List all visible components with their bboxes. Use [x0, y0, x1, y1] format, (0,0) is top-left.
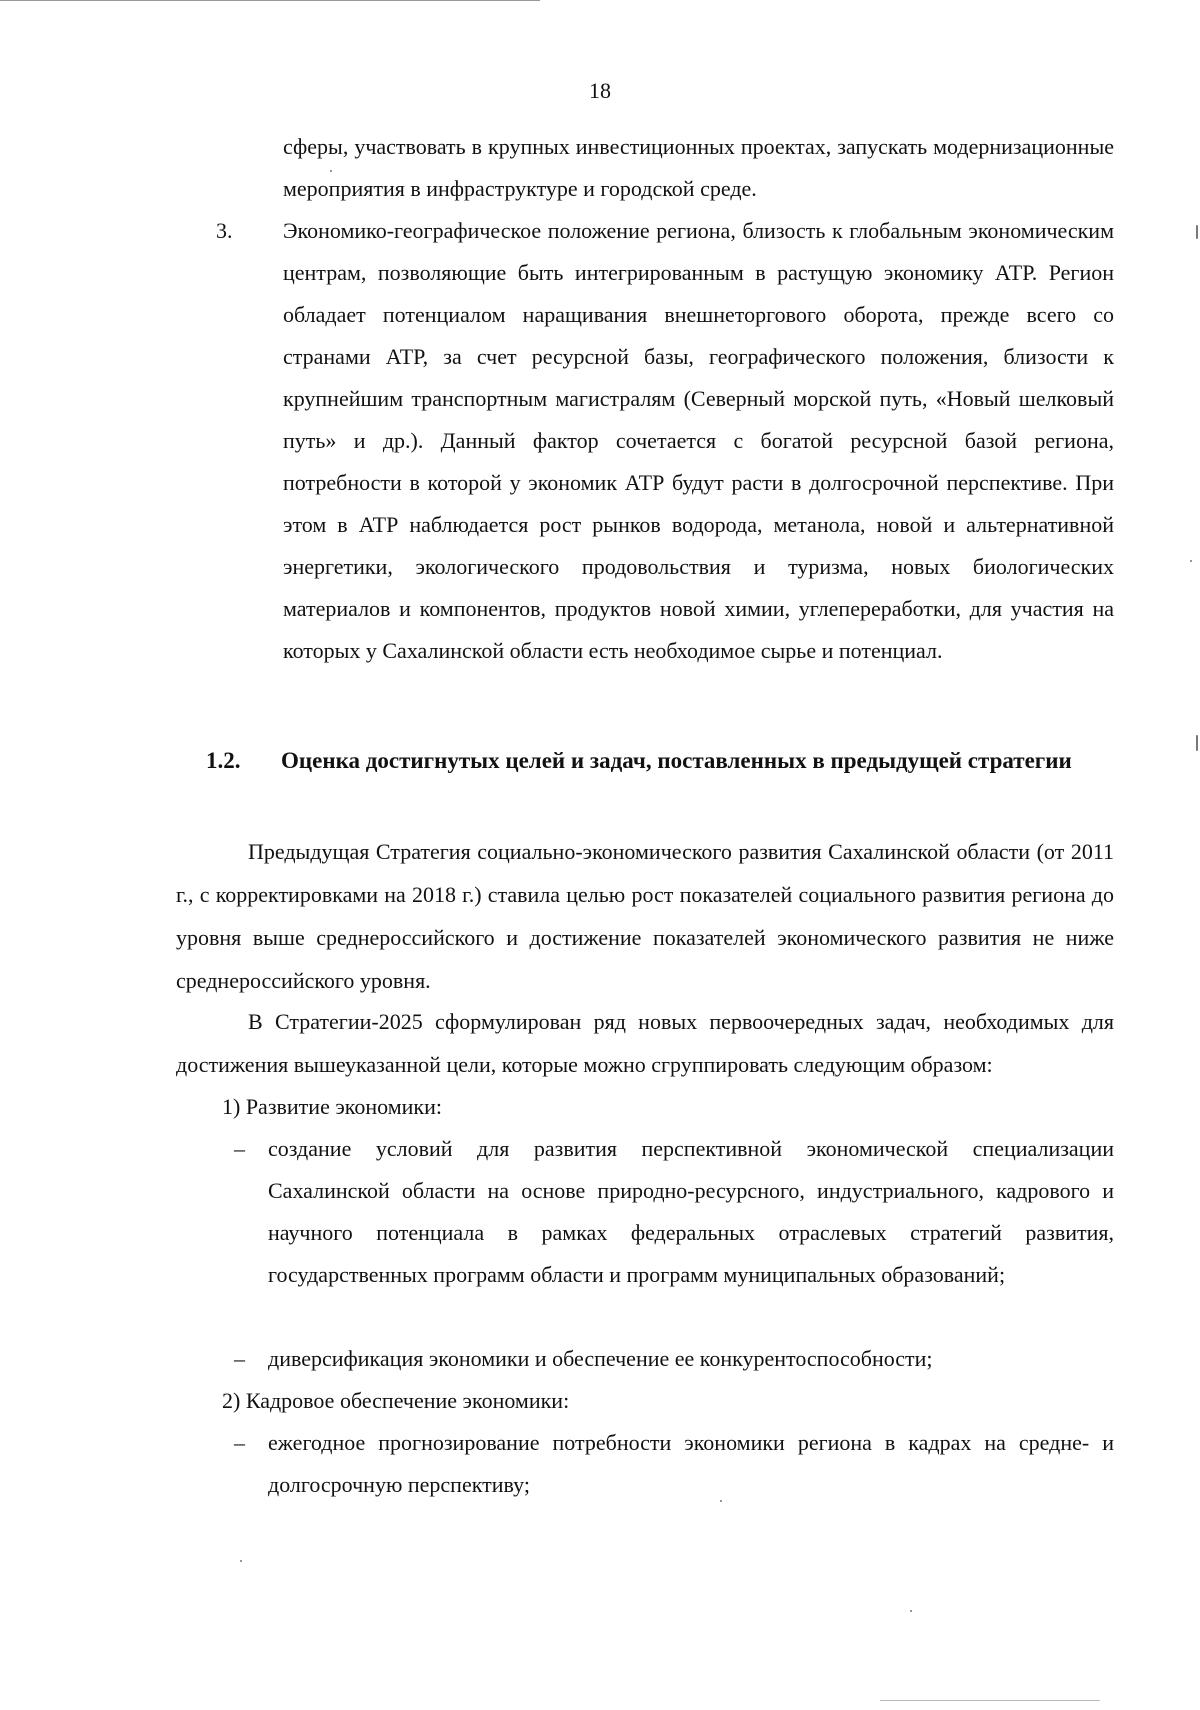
paragraph — [176, 830, 1114, 1002]
list-group-label: 1) Развитие экономики: — [222, 1094, 442, 1119]
bullet-dash: – — [234, 1346, 245, 1371]
scan-speck — [720, 1500, 722, 1502]
scan-speck — [240, 1560, 242, 1562]
scan-speck — [330, 170, 332, 172]
scan-speck — [1196, 735, 1198, 751]
scan-speck — [910, 1610, 912, 1612]
scan-speck — [1190, 560, 1192, 562]
list-item: создание условий для развития перспективной экономической специализации Сахалинской области на основе природно-ресурсного, индустриального, кадрового и научного потенциала в рамках федеральных отраслевых стратегий развития, государственных программ области и программ муниципальных образований; — [268, 1136, 1114, 1287]
intro-paragraph: сферы, участвовать в крупных инвестиционных проектах, запускать модернизационные мероприятия в инфраструктуре и городской среде. — [283, 134, 1114, 201]
bullet-dash: – — [234, 1430, 245, 1455]
item-number: 3. — [216, 218, 233, 243]
paragraph-text: Предыдущая Стратегия социально-экономического развития Сахалинской области (от 2011 г., с корректировками на 2018 г.) ставила целью рост показателей социального развития региона до уровня выше среднероссийского и достижение показателей экономического развития не ниже среднероссийского уровня. — [176, 839, 1114, 993]
scan-edge-line — [880, 1700, 1100, 1701]
paragraph — [176, 1000, 1114, 1086]
section-number: 1.2. — [206, 748, 241, 773]
bullet-dash: – — [234, 1136, 245, 1161]
scan-speck — [1196, 225, 1198, 239]
list-group-label: 2) Кадровое обеспечение экономики: — [222, 1388, 570, 1413]
list-item: диверсификация экономики и обеспечение ее конкурентоспособности; — [268, 1346, 933, 1371]
paragraph-text: В Стратегии-2025 сформулирован ряд новых первоочередных задач, необходимых для достижения вышеуказанной цели, которые можно сгруппировать следующим образом: — [176, 1009, 1114, 1077]
list-item: ежегодное прогнозирование потребности экономики региона в кадрах на средне- и долгосрочную перспективу; — [268, 1430, 1114, 1497]
item-3-paragraph: Экономико-географическое положение региона, близость к глобальным экономическим центрам, позволяющие быть интегрированным в растущую экономику АТР. Регион обладает потенциалом наращивания внешнеторгового оборота, прежде всего со странами АТР, за счет ресурсной базы, географического положения, близости к крупнейшим транспортным магистралям (Северный морской путь, «Новый шелковый путь» и др.). Данный фактор сочетается с богатой ресурсной базой региона, потребности в которой у экономик АТР будут расти в долгосрочной перспективе. При этом в АТР наблюдается рост рынков водорода, метанола, новой и альтернативной энергетики, экологического продовольствия и туризма, новых биологических материалов и компонентов, продуктов новой химии, углепереработки, для участия на которых у Сахалинской области есть необходимое сырье и потенциал. — [283, 218, 1114, 663]
section-heading: Оценка достигнутых целей и задач, поставленных в предыдущей стратегии — [281, 748, 1072, 773]
scan-edge-line — [0, 0, 540, 1]
page-number: 18 — [589, 78, 611, 103]
